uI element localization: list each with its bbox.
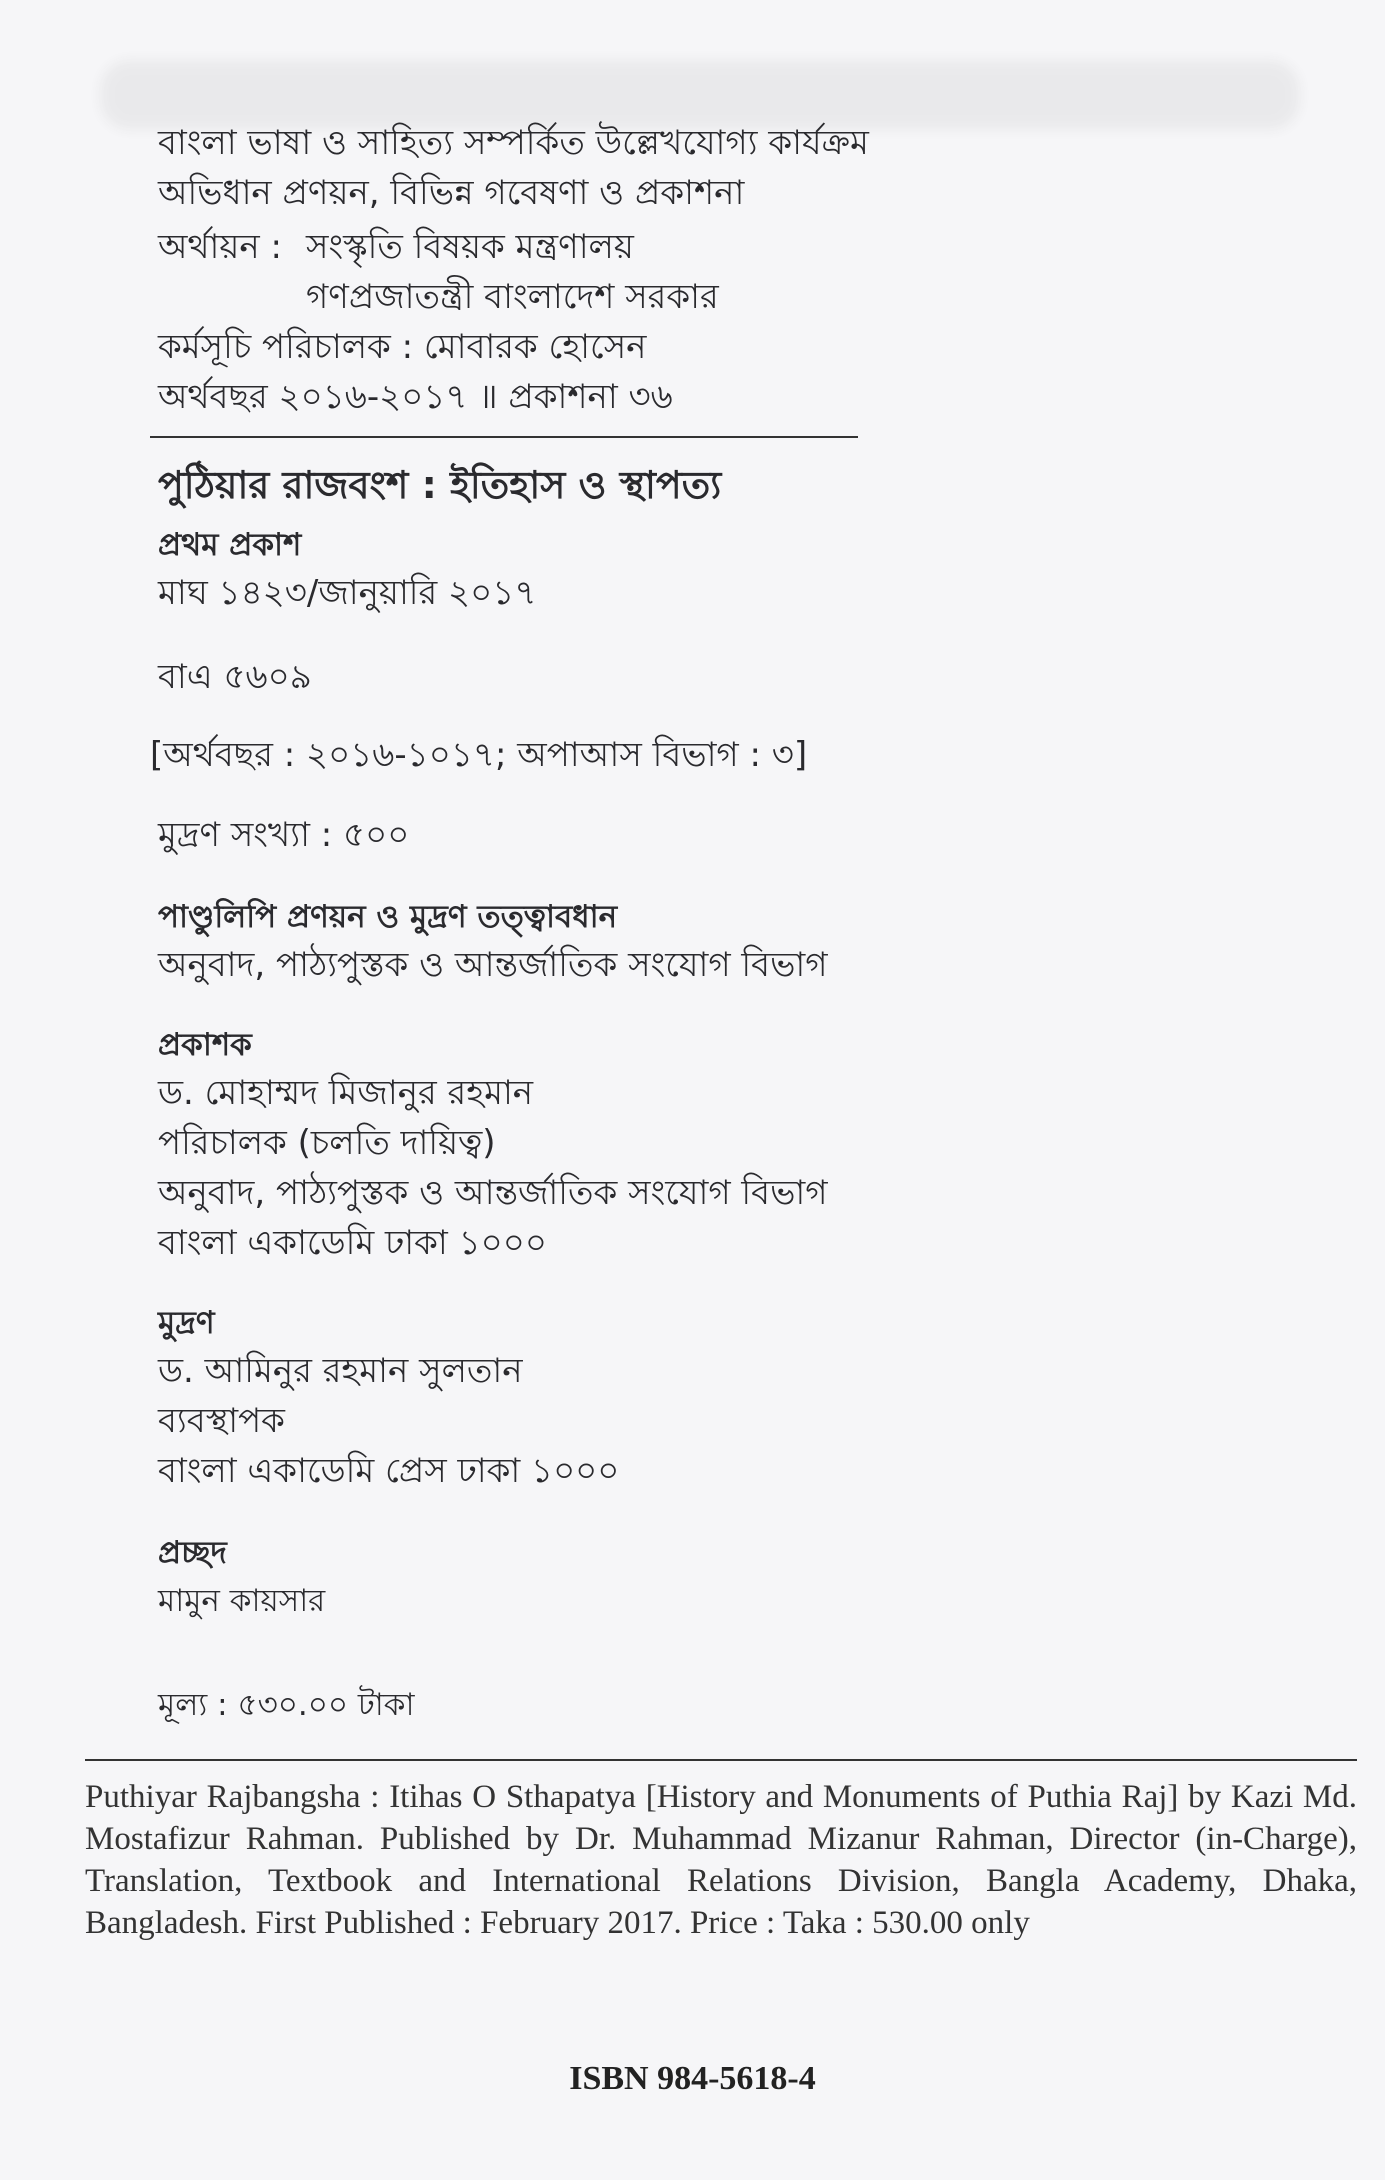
top-divider bbox=[150, 436, 858, 438]
fiscal-line: অর্থবছর ২০১৬-২০১৭ ॥ প্রকাশনা ৩৬ bbox=[158, 377, 673, 417]
isbn: ISBN 984-5618-4 bbox=[569, 2060, 816, 2097]
manuscript-dept: অনুবাদ, পাঠ্যপুস্তক ও আন্তর্জাতিক সংযোগ বিভাগ bbox=[158, 945, 828, 985]
publisher-heading: প্রকাশক bbox=[158, 1027, 252, 1063]
director-line: কর্মসূচি পরিচালক : মোবারক হোসেন bbox=[158, 327, 647, 367]
first-pub-date: মাঘ ১৪২৩/জানুয়ারি ২০১৭ bbox=[158, 573, 537, 613]
program-description bbox=[158, 118, 869, 218]
fiscal-bracket-text: [অর্থবছর : ২০১৬-১০১৭; অপাআস বিভাগ : ৩] bbox=[150, 735, 808, 775]
price-text: মূল্য : ৫৩০.০০ টাকা bbox=[158, 1687, 415, 1723]
print-count-text: মুদ্রণ সংখ্যা : ৫০০ bbox=[158, 815, 410, 855]
publisher-dept: অনুবাদ, পাঠ্যপুস্তক ও আন্তর্জাতিক সংযোগ বিভাগ bbox=[158, 1173, 828, 1213]
publisher-role: পরিচালক (চলতি দায়িত্ব) bbox=[158, 1123, 496, 1163]
first-pub-heading: প্রথম প্রকাশ bbox=[158, 527, 302, 563]
funding-block bbox=[158, 222, 719, 422]
ba-number bbox=[158, 652, 312, 702]
publisher-block bbox=[158, 1022, 828, 1268]
english-colophon: Puthiyar Rajbangsha : Itihas O Sthapatya [History and Monuments of Puthia Raj] by Kazi Md. Mostafizur Rahman. Published by Dr. Muhammad Mizanur Rahman, Director (in-Charge), Translation, Textbook and International Relations Division, Bangla Academy, Dhaka, Bangladesh. First Published : February 2017. Price : Taka : 530.00 only bbox=[85, 1779, 1357, 1941]
book-info bbox=[158, 460, 721, 510]
funding-label: অর্থায়ন : bbox=[158, 227, 282, 267]
bottom-divider bbox=[85, 1759, 1357, 1761]
cover-name: মামুন কায়সার bbox=[158, 1583, 326, 1619]
printing-address: বাংলা একাডেমি প্রেস ঢাকা ১০০০ bbox=[158, 1451, 620, 1491]
fiscal-bracket bbox=[150, 730, 807, 780]
program-line-1: বাংলা ভাষা ও সাহিত্য সম্পর্কিত উল্লেখযোগ্য কার্যক্রম bbox=[158, 123, 869, 163]
cover-block bbox=[158, 1530, 325, 1626]
publisher-name: ড. মোহাম্মদ মিজানুর রহমান bbox=[158, 1073, 534, 1113]
book-title: পুঠিয়ার রাজবংশ : ইতিহাস ও স্থাপত্য bbox=[158, 463, 722, 507]
cover-heading: প্রচ্ছদ bbox=[158, 1535, 227, 1571]
manuscript-block bbox=[158, 894, 828, 990]
printing-name: ড. আমিনুর রহমান সুলতান bbox=[158, 1351, 523, 1391]
price-block bbox=[158, 1680, 414, 1730]
print-count bbox=[158, 810, 409, 860]
ba-number-text: বাএ ৫৬০৯ bbox=[158, 657, 312, 697]
first-publication bbox=[158, 522, 536, 618]
funding-government: গণপ্রজাতন্ত্রী বাংলাদেশ সরকার bbox=[306, 277, 719, 317]
funding-ministry: সংস্কৃতি বিষয়ক মন্ত্রণালয় bbox=[306, 227, 634, 267]
manuscript-heading: পাণ্ডুলিপি প্রণয়ন ও মুদ্রণ তত্ত্বাবধান bbox=[158, 899, 618, 935]
publisher-address: বাংলা একাডেমি ঢাকা ১০০০ bbox=[158, 1223, 547, 1263]
printing-role: ব্যবস্থাপক bbox=[158, 1401, 285, 1441]
program-line-2: অভিধান প্রণয়ন, বিভিন্ন গবেষণা ও প্রকাশনা bbox=[158, 173, 745, 213]
printing-heading: মুদ্রণ bbox=[158, 1305, 215, 1341]
printing-block bbox=[158, 1300, 619, 1496]
